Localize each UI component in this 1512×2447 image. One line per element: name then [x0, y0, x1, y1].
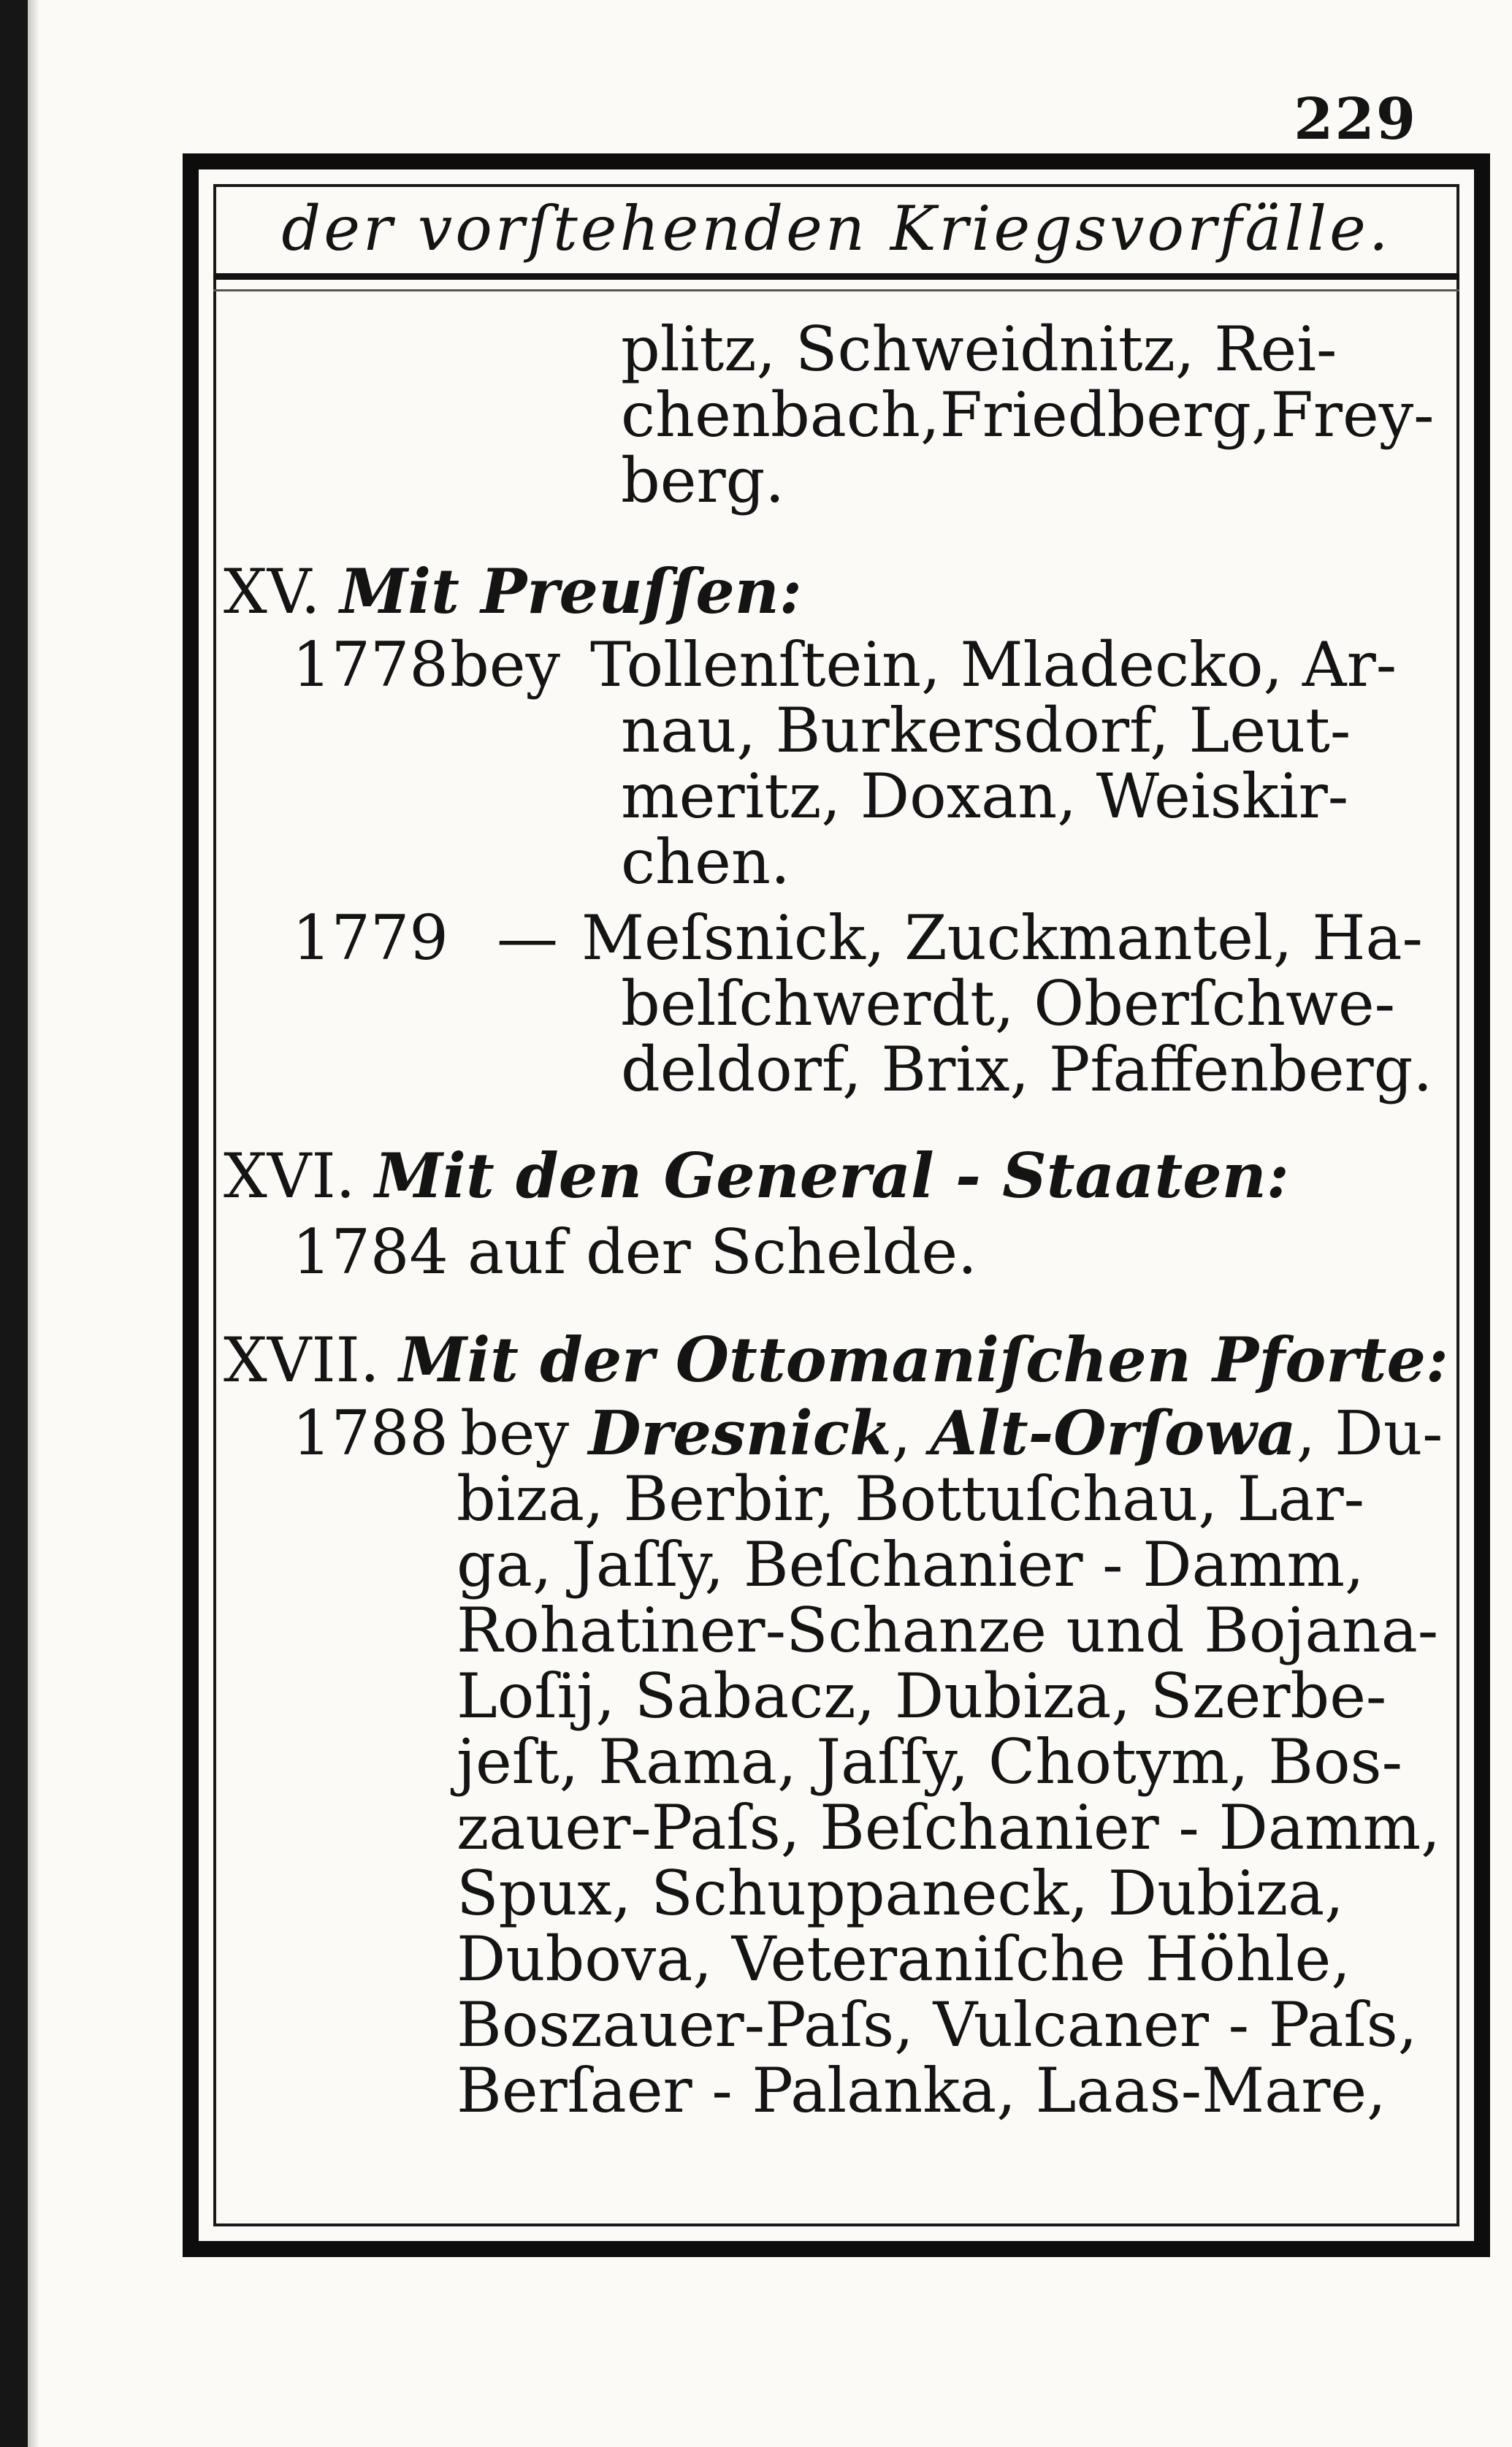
section-xvi-title: Mit den General - Staaten:: [375, 1139, 1289, 1212]
entry-1788-year: 1788: [292, 1397, 448, 1469]
entry-1788-line-7: zauer-Paſs, Beſchanier - Damm,: [457, 1792, 1440, 1863]
entry-1788-separator: ,: [891, 1398, 912, 1469]
section-xvii-heading: [224, 1324, 1448, 1397]
entry-1778-line-3: meritz, Doxan, Weiskir-: [621, 760, 1349, 832]
header-rule: [213, 273, 1459, 280]
entry-1779-line-1: Meſsnick, Zuckmantel, Ha-: [581, 902, 1423, 974]
entry-1788-italic-place-1: Dresnick: [588, 1397, 892, 1469]
entry-1788-line-4: Rohatiner-Schanze und Bojana-: [457, 1595, 1439, 1666]
entry-1779-line-3: deldorf, Brix, Pfaffenberg.: [621, 1034, 1433, 1105]
entry-1788-italic-place-2: Alt-Orſowa: [930, 1397, 1297, 1469]
binding-shadow: [28, 0, 39, 2447]
continuation-line-3: berg.: [621, 445, 785, 516]
entry-1788-line-11: Berſaer - Palanka, Laas-Mare,: [457, 2055, 1386, 2126]
entry-1788-lead: bey: [460, 1398, 570, 1469]
entry-1779-lead: —: [497, 902, 558, 974]
section-xv-heading: [224, 555, 802, 628]
header-rule-thin: [213, 289, 1459, 291]
entry-1779-line-2: belſchwerdt, Oberſchwe-: [621, 968, 1396, 1039]
entry-1788-line-6: jeſt, Rama, Jaſſy, Chotym, Bos-: [457, 1726, 1403, 1798]
entry-1784-year: 1784: [292, 1216, 448, 1288]
section-xvii-numeral: XVII.: [224, 1324, 380, 1396]
continuation-line-1: plitz, Schweidnitz, Rei-: [621, 313, 1337, 385]
entry-1788-line-5: Loſij, Sabacz, Dubiza, Szerbe-: [457, 1660, 1387, 1732]
binding-edge: [0, 0, 28, 2447]
section-xvi-numeral: XVI.: [224, 1140, 356, 1212]
section-xvii-title: Mit der Ottomaniſchen Pforte:: [399, 1324, 1448, 1396]
entry-1778-line-1: Tollenſtein, Mladecko, Ar-: [590, 629, 1397, 700]
section-xvi-heading: [224, 1139, 1289, 1213]
section-xv-title: Mit Preuſſen:: [340, 555, 802, 627]
entry-1779-year: 1779: [292, 902, 448, 974]
entry-1778-year: 1778: [292, 629, 448, 700]
entry-1778-line-2: nau, Burkersdorf, Leut-: [621, 695, 1351, 766]
entry-1788-line-3: ga, Jaſſy, Beſchanier - Damm,: [457, 1529, 1364, 1600]
entry-1778-lead: bey: [450, 629, 560, 700]
entry-1788-line-8: Spux, Schuppaneck, Dubiza,: [457, 1858, 1344, 1929]
entry-1778-line-4: chen.: [621, 826, 790, 898]
entry-1788-first-rest: , Du-: [1296, 1398, 1443, 1469]
entry-1788-line-2: biza, Berbir, Bottuſchau, Lar-: [457, 1463, 1365, 1535]
entry-1788-line-10: Boszauer-Paſs, Vulcaner - Paſs,: [457, 1989, 1418, 2061]
entry-1788-line-1: [460, 1397, 1443, 1470]
page-number: 229: [1294, 86, 1417, 153]
entry-1788-line-9: Dubova, Veteraniſche Höhle,: [457, 1923, 1351, 1995]
running-head: der vorſtehenden Kriegsvorfälle.: [281, 193, 1391, 264]
entry-1784-text: auf der Schelde.: [467, 1216, 977, 1288]
section-xv-numeral: XV.: [224, 556, 321, 627]
continuation-line-2: chenbach,Friedberg,Frey-: [621, 379, 1435, 451]
